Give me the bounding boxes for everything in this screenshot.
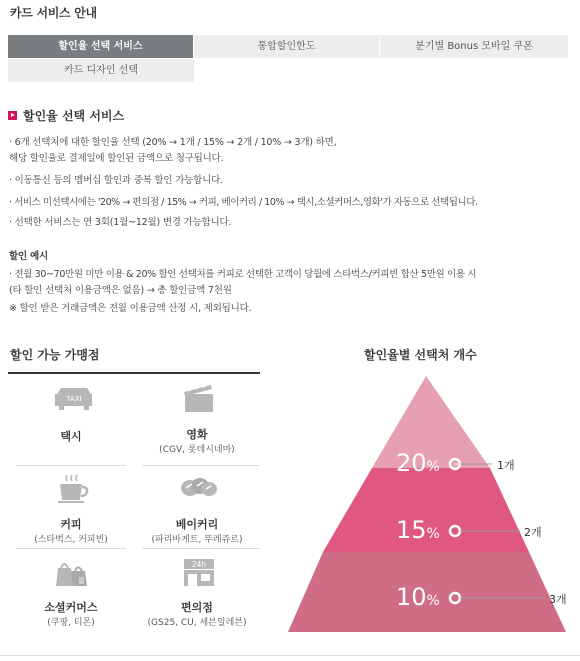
store-24h-icon [181, 557, 217, 587]
taxi-sign: TAXI [66, 395, 82, 403]
store-sub: (쿠팡, 티몬) [47, 618, 95, 628]
page-title: 카드 서비스 안내 [10, 6, 97, 20]
store-sign: 24h [191, 560, 207, 569]
tab-bar [8, 35, 568, 83]
bullet-line: · 서비스 미선택시에는 '20% → 편의점 / 15% → 커피, 베이커리 / 10% → 택시,소셜커머스,영화'가 자동으로 선택됩니다. [9, 197, 478, 208]
section-title: 할인율 선택 서비스 [23, 109, 125, 123]
store-coffee [8, 466, 134, 556]
example-line: · 전월 30~70만원 미만 이용 & 20% 할인 선택처를 커피로 선택한 고객이 당월에 스타벅스/커피빈 합산 5만원 이용 시 [9, 269, 477, 280]
bottom-rule [0, 655, 580, 656]
bread-icon [178, 474, 218, 504]
store-sub: (스타벅스, 커피빈) [34, 535, 108, 545]
bullet-line: · 선택한 서비스는 연 3회(1월~12월) 변경 가능합니다. [9, 217, 232, 228]
bullet-line: · 6개 선택처에 대한 할인율 선택 (20% → 1개 / 15% → 2개 / 10% → 3개) 하면, [9, 137, 337, 148]
store-sub: (GS25, CU, 세븐일레븐) [147, 618, 247, 628]
tab-discount-rate-selection[interactable]: 할인율 선택 서비스 [8, 35, 194, 59]
tab-card-design-selection[interactable]: 카드 디자인 선택 [8, 59, 194, 83]
store-name: 베이커리 [175, 518, 219, 531]
store-name: 커피 [60, 518, 82, 531]
tier-15-label: 15% [396, 516, 440, 544]
stores-title: 할인 가능 가맹점 [10, 348, 100, 362]
arrow-square-icon [8, 111, 17, 120]
store-sub: (파리바게트, 뚜레쥬르) [151, 535, 243, 545]
tier-10-label: 10% [396, 583, 440, 611]
coffee-cup-icon [55, 474, 91, 504]
store-name: 편의점 [181, 601, 213, 614]
stores-divider [8, 372, 260, 374]
pyramid-title: 할인율별 선택처 개수 [364, 348, 477, 362]
bullet-line: · 이동통신 등의 멤버십 할인과 중복 할인 가능합니다. [9, 175, 223, 186]
store-taxi [8, 376, 134, 466]
tier-20-count: 1개 [497, 459, 515, 472]
bullet-line: 해당 할인율로 결제일에 할인된 금액으로 청구됩니다. [9, 153, 224, 164]
section-header [8, 107, 124, 124]
taxi-icon [50, 384, 92, 414]
clapperboard-icon [181, 384, 217, 414]
tab-integrated-discount-limit[interactable]: 통합할인한도 [194, 35, 380, 59]
store-sub: (CGV, 롯데시네마) [159, 445, 235, 455]
shopping-bag-icon [55, 557, 91, 587]
tier-15-count: 2개 [524, 526, 542, 539]
store-name: 택시 [60, 430, 82, 443]
store-movie [134, 376, 260, 466]
tier-10-count: 3개 [549, 593, 567, 606]
example-note: ※ 할인 받은 거래금액은 전월 이용금액 산정 시, 제외됩니다. [9, 303, 252, 314]
store-name: 소셜커머스 [44, 601, 98, 614]
store-bakery [134, 466, 260, 556]
store-name: 영화 [186, 428, 208, 441]
store-convenience [134, 549, 260, 639]
tab-quarterly-bonus-coupon[interactable]: 분기별 Bonus 모바일 쿠폰 [380, 35, 568, 59]
store-social-commerce [8, 549, 134, 639]
example-title: 할인 예시 [9, 251, 49, 262]
example-line: (타 할인 선택처 이용금액은 없음) → 총 할인금액 7천원 [9, 285, 232, 296]
tier-20-label: 20% [396, 449, 440, 477]
